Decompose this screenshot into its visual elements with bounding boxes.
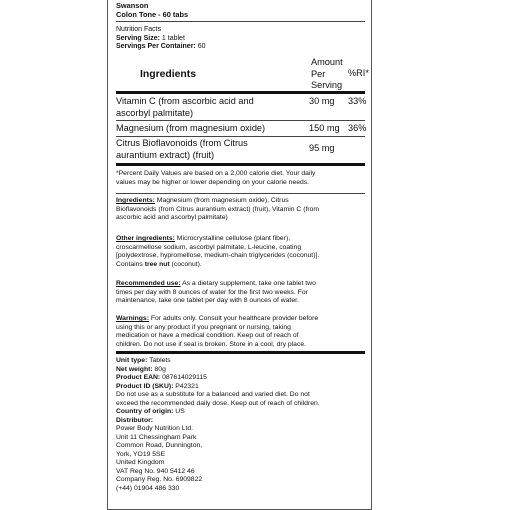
distributor-label: Distributor: bbox=[116, 416, 154, 424]
nutrition-facts-summary bbox=[116, 26, 365, 52]
distributor-line: Unit 11 Chessingham Park bbox=[116, 433, 197, 441]
warnings-paragraph: Warnings: For adults only. Consult your healthcare provider before using this or any product if you pregnant or nursing, taking medication or have a medical condition. Keep out of reach of children. Do not use if seal is broken. Store in a cool, dry place. bbox=[116, 315, 319, 348]
row-ingredient-name: Magnesium (from magnesium oxide) bbox=[116, 123, 266, 133]
section-rule bbox=[116, 351, 365, 354]
row-divider bbox=[116, 120, 365, 121]
recommended-use-paragraph: Recommended use: As a dietary supplement, take one tablet two times per day with 8 ounces of water for the first two weeks. For maintenance, take one tablet per day with 8 ounces of water. bbox=[116, 280, 316, 305]
ingredients-column-header: Ingredients bbox=[140, 69, 197, 80]
distributor-line: Company Reg. No. 6909822 bbox=[116, 476, 203, 483]
product-ean: Product EAN: 087614029115 bbox=[116, 374, 207, 381]
label-header bbox=[116, 1, 365, 19]
net-weight: Net weight: 80g bbox=[116, 365, 166, 373]
section-divider bbox=[116, 193, 365, 194]
distributor-line: United Kingdom bbox=[116, 459, 165, 466]
distributor-line: Common Road, Dunnington, bbox=[116, 442, 203, 449]
divider bbox=[116, 21, 365, 22]
table-header-rule bbox=[116, 91, 365, 94]
brand-name: Swanson bbox=[116, 1, 149, 10]
product-name: Colon Tone - 60 tabs bbox=[116, 10, 189, 19]
product-sku: Product ID (SKU): P42321 bbox=[116, 382, 199, 390]
facts-title: Nutrition Facts bbox=[116, 26, 162, 33]
product-details bbox=[116, 357, 365, 493]
unit-type: Unit type: Tablets bbox=[116, 357, 171, 364]
disclaimer-line: Do not use as a substitute for a balanced and varied diet. Do not bbox=[116, 391, 310, 398]
row-amount: 95 mg bbox=[309, 143, 335, 153]
distributor-line: Power Body Nutrition Ltd. bbox=[116, 425, 194, 432]
distributor-line: York, YO19 5SE bbox=[116, 450, 166, 458]
row-ri: 36% bbox=[348, 123, 367, 133]
row-divider bbox=[116, 136, 365, 137]
row-ingredient-name: Vitamin C (from ascorbic acid and ascorbyl palmitate) bbox=[116, 96, 254, 118]
serving-size: Serving Size: 1 tablet bbox=[116, 34, 185, 42]
other-ingredients-paragraph: Other ingredients: Microcrystalline cellulose (plant fiber), croscarmellose sodium, ascorbyl palmitate, L-leucine, coating [polydextrose, hypromellose, medium-chain triglycerides (coconut)]. Contains tree nut (coconut). bbox=[116, 235, 320, 268]
row-ri: 33% bbox=[348, 96, 367, 106]
table-bottom-rule bbox=[116, 163, 365, 166]
row-amount: 150 mg bbox=[309, 123, 340, 133]
distributor-line: VAT Reg No. 940 5412 46 bbox=[116, 467, 195, 475]
daily-value-footnote: *Percent Daily Values are based on a 2,000 calorie diet. Your daily values may be higher or lower depending on your calorie needs. bbox=[116, 170, 316, 186]
ingredients-paragraph: Ingredients: Magnesium (from magnesium oxide), Citrus Bioflavonoids (from Citrus aurantium extract) (fruit), Vitamin C (from ascorbic acid and ascorbyl palmitate) bbox=[116, 197, 320, 222]
row-ingredient-name: Citrus Bioflavonoids (from Citrus aurantium extract) (fruit) bbox=[116, 138, 248, 160]
servings-per-container: Servings Per Container: 60 bbox=[116, 43, 206, 51]
amount-column-header: Amount Per Serving bbox=[311, 57, 343, 90]
supplement-label-panel bbox=[107, 0, 372, 510]
ri-column-header: %RI* bbox=[348, 68, 369, 78]
distributor-line: (+44) 01904 486 330 bbox=[116, 484, 180, 492]
country-of-origin: Country of origin: US bbox=[116, 408, 185, 415]
row-amount: 30 mg bbox=[309, 96, 335, 106]
disclaimer-line: exceed the recommended daily dose. Keep out of reach of children. bbox=[116, 399, 320, 407]
